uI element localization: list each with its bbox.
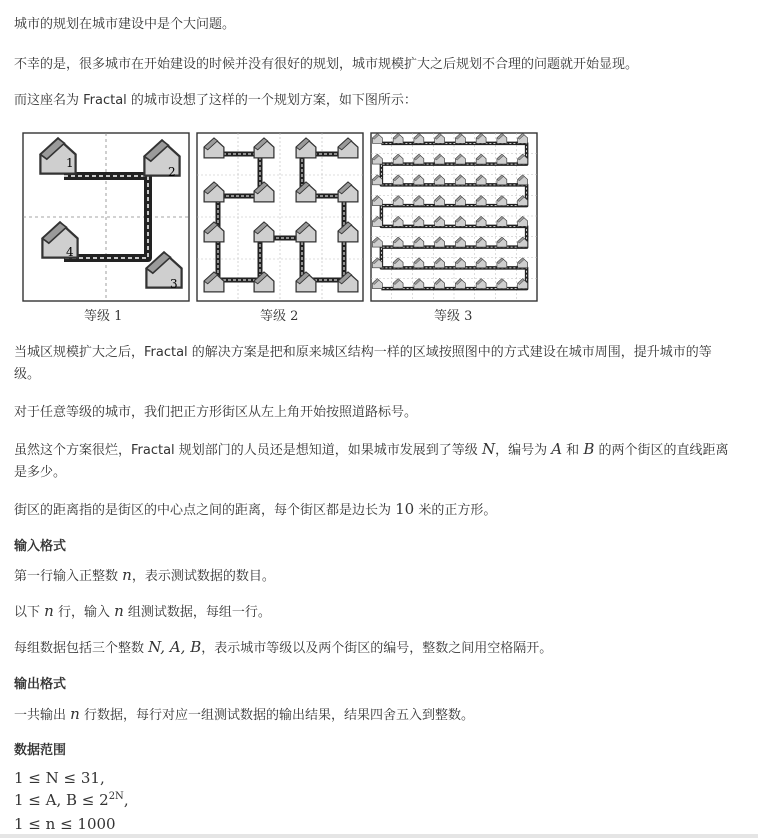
caption-level-3: 等级 3 [434,309,473,324]
svg-text:3: 3 [170,277,178,291]
range-line-1: 1 ≤ N ≤ 31, [14,769,105,787]
var-B: B [583,440,595,458]
body-paragraph-5: 对于任意等级的城市，我们把正方形街区从左上角开始按照道路标号。 [14,405,418,420]
level-3-panel [371,133,537,301]
level-1-panel [23,133,189,301]
var-N: N [481,440,496,458]
intro-paragraph-1: 城市的规划在城市建设中是个大问题。 [14,17,236,32]
svg-text:1: 1 [66,156,74,170]
fractal-city-figure [22,132,542,328]
svg-text:2: 2 [168,165,176,179]
data-range-heading: 数据范围 [14,743,67,758]
output-line-1: 一共输出 n 行数据，每行对应一组测试数据的输出结果，结果四舍五入到整数。 [14,705,474,723]
var-A: A [551,440,563,458]
body-paragraph-4: 当城区规模扩大之后，Fractal 的解决方案是把和原来城区结构一样的区域按照图中的方式建设在城市周围，提升城市的等级。 [14,345,712,382]
body-paragraph-7: 街区的距离指的是街区的中心点之间的距离，每个街区都是边长为 10 米的正方形。 [14,500,497,518]
input-line-2: 以下 n 行，输入 n 组测试数据，每组一行。 [14,602,271,620]
body-paragraph-6: 虽然这个方案很烂，Fractal 规划部门的人员还是想知道，如果城市发展到了等级 N，编号为 A 和 B 的两个街区的直线距离是多少。 [14,440,729,480]
range-line-3: 1 ≤ n ≤ 1000 [14,815,116,833]
input-line-1: 第一行输入正整数 n，表示测试数据的数目。 [14,566,275,584]
intro-paragraph-3: 而这座名为 Fractal 的城市设想了这样的一个规划方案，如下图所示： [14,93,417,108]
level-2-panel [197,133,363,301]
bottom-scrollbar-edge [0,834,758,838]
caption-level-1: 等级 1 [84,309,123,324]
output-format-heading: 输出格式 [14,677,67,692]
svg-text:4: 4 [66,245,74,259]
input-line-3: 每组数据包括三个整数 N, A, B，表示城市等级以及两个街区的编号，整数之间用空格隔开。 [14,638,553,656]
intro-paragraph-2: 不幸的是，很多城市在开始建设的时候并没有很好的规划，城市规模扩大之后规划不合理的问题就开始显现。 [14,57,639,72]
input-format-heading: 输入格式 [14,539,67,554]
range-line-2: 1 ≤ A, $B \le 2^{2N}$, [14,791,129,809]
fractal-diagram [22,132,542,328]
caption-level-2: 等级 2 [260,309,299,324]
